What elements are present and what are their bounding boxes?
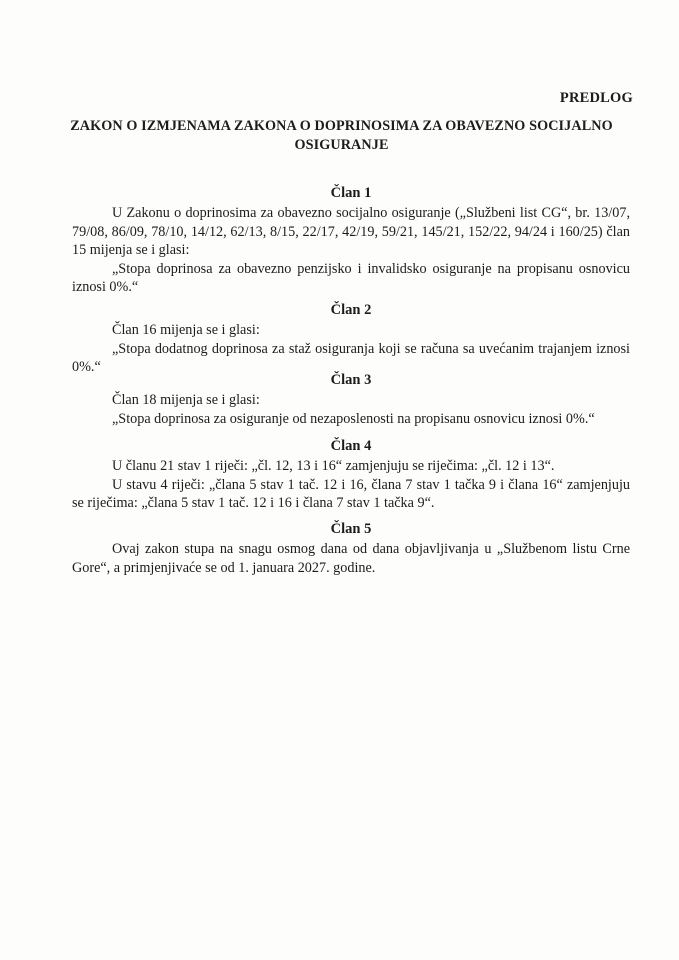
proposal-label: PREDLOG bbox=[559, 90, 633, 106]
article-paragraph: „Stopa doprinosa za osiguranje od nezaposlenosti na propisanu osnovicu iznosi 0%.“ bbox=[112, 410, 595, 427]
article-heading: Član 5 bbox=[330, 521, 372, 537]
article-paragraph: U članu 21 stav 1 riječi: „čl. 12, 13 i 16“ zamjenjuju se riječima: „čl. 12 i 13“. bbox=[112, 458, 555, 474]
document-title: ZAKON O IZMJENAMA ZAKONA O DOPRINOSIMA ZA OBAVEZNO SOCIJALNO OSIGURANJE bbox=[70, 118, 613, 153]
article-paragraph: Član 18 mijenja se i glasi: bbox=[112, 392, 260, 408]
article-paragraph: „Stopa doprinosa za obavezno penzijsko i invalidsko osiguranje na propisanu osnovicu iznosi 0%.“ bbox=[72, 260, 630, 295]
article-paragraph: Ovaj zakon stupa na snagu osmog dana od dana objavljivanja u „Službenom listu Crne Gore“, a primjenjivaće se od 1. januara 2027. godine. bbox=[72, 541, 630, 576]
article-paragraph: U stavu 4 riječi: „člana 5 stav 1 tač. 12 i 16, člana 7 stav 1 tačka 9 i člana 16“ zamjenjuju se riječima: „člana 5 stav 1 tač. 12 i 16 i člana 7 stav 1 tačka 9“. bbox=[72, 476, 630, 511]
article-heading: Član 4 bbox=[330, 438, 372, 454]
article-heading: Član 2 bbox=[330, 302, 372, 318]
article-1 bbox=[72, 184, 630, 297]
article-3 bbox=[72, 371, 630, 428]
article-heading: Član 3 bbox=[330, 372, 372, 388]
article-paragraph: U Zakonu o doprinosima za obavezno socijalno osiguranje („Službeni list CG“, br. 13/07, 79/08, 86/09, 78/10, 14/12, 62/13, 8/15, 22/17, 42/19, 59/21, 145/21, 152/22, 94/24 i 160/25) član 15 mijenja se i glasi: bbox=[72, 205, 630, 258]
article-paragraph: „Stopa dodatnog doprinosa za staž osiguranja koji se računa sa uvećanim trajanjem iznosi 0%.“ bbox=[72, 340, 630, 375]
article-4 bbox=[72, 437, 630, 513]
article-heading: Član 1 bbox=[330, 185, 372, 201]
article-paragraph: Član 16 mijenja se i glasi: bbox=[112, 322, 260, 338]
article-2 bbox=[72, 301, 630, 377]
article-5 bbox=[72, 520, 630, 577]
